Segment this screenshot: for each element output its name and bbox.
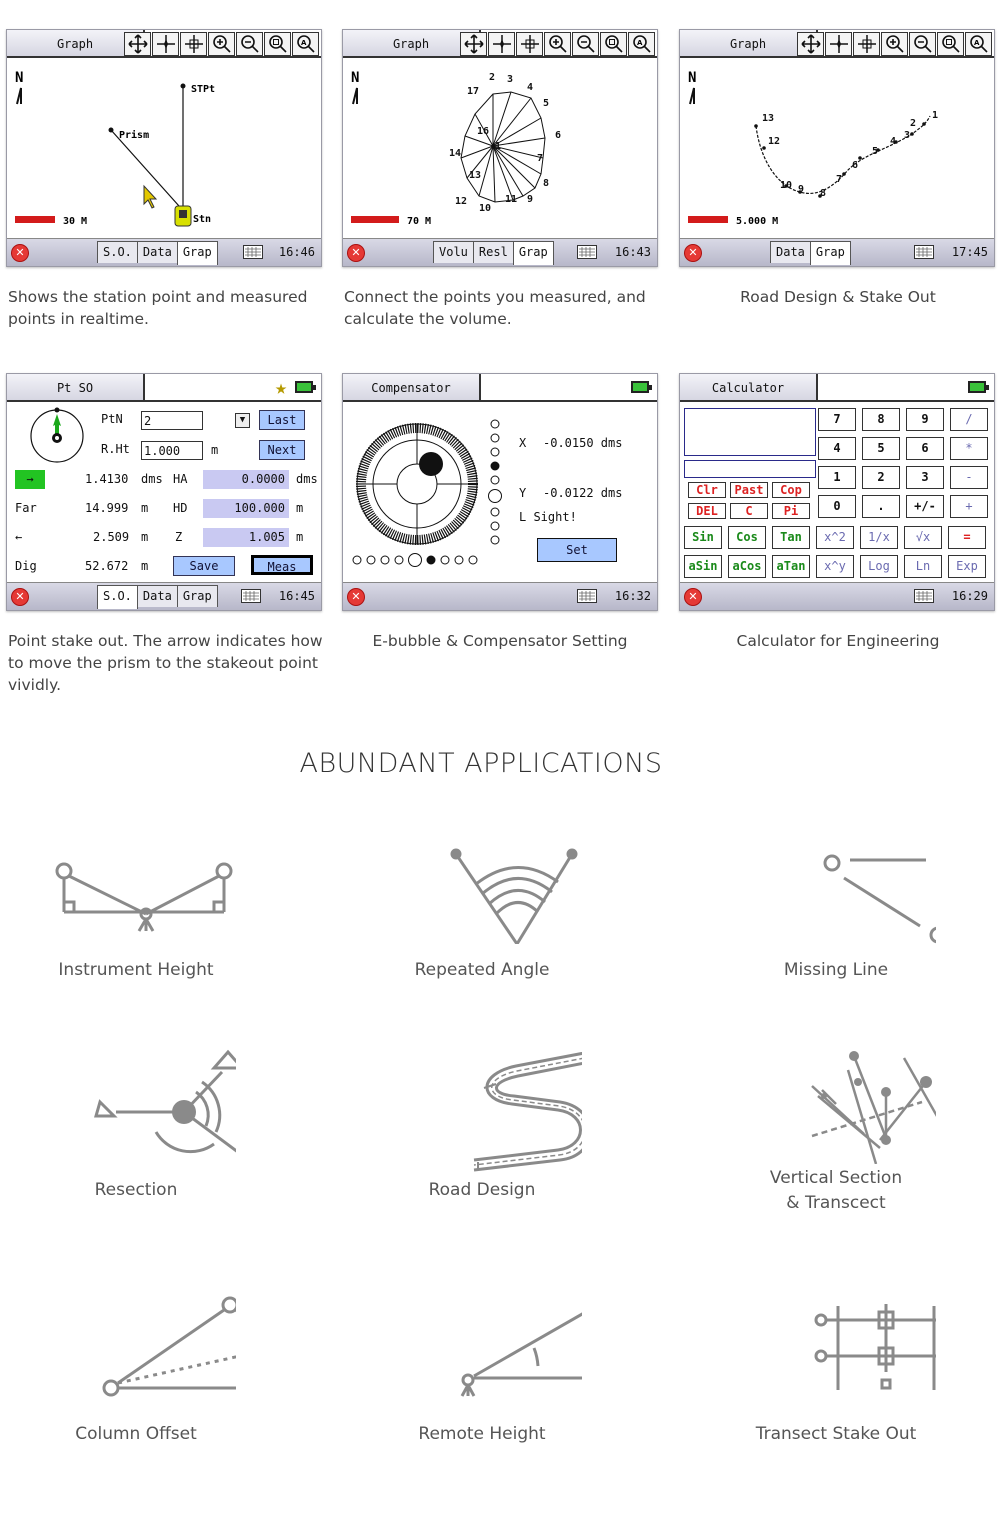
compensator-screen	[342, 373, 658, 611]
key-2[interactable]: 2	[862, 466, 900, 489]
point-label: 6	[555, 130, 562, 141]
set-button[interactable]: Set	[537, 538, 617, 562]
key-c[interactable]: C	[730, 503, 768, 519]
zoom-window-icon[interactable]	[600, 32, 627, 56]
remote-height-icon	[382, 1290, 582, 1400]
chevron-down-icon[interactable]: ▼	[235, 413, 250, 428]
calculator-display	[684, 408, 816, 456]
row-left-label: Far	[15, 501, 37, 515]
clock: 17:45	[951, 245, 988, 259]
next-button[interactable]: Next	[259, 440, 305, 460]
z-unit: m	[296, 530, 304, 544]
point-label: 9	[527, 194, 534, 205]
battery-icon	[968, 381, 986, 393]
pan-icon[interactable]	[797, 32, 824, 56]
north-arrow-icon	[690, 88, 694, 104]
clock: 16:46	[278, 245, 315, 259]
keyboard-icon[interactable]	[243, 245, 263, 259]
repeated-angle-icon	[382, 844, 582, 944]
last-button[interactable]: Last	[259, 410, 305, 430]
key-copy[interactable]: Cop	[772, 482, 810, 498]
clock: 16:43	[614, 245, 651, 259]
ha-value: 0.0000	[203, 470, 289, 489]
star-icon: ★	[274, 375, 287, 399]
point-label: 2	[910, 118, 917, 129]
ha-unit: dms	[296, 472, 318, 486]
close-icon[interactable]: ✕	[11, 588, 29, 606]
row-left-label: ←	[15, 530, 23, 544]
status-bar	[343, 582, 657, 610]
point-label: 14	[449, 148, 462, 159]
vertical-level-indicator	[487, 418, 503, 548]
cursor-icon	[144, 186, 156, 208]
tab-volume[interactable]: Volu	[433, 241, 474, 263]
column-offset-icon	[36, 1290, 236, 1400]
tab-data[interactable]: Data	[770, 241, 811, 263]
app-label: Road Design	[428, 1180, 536, 1200]
point-label: 13	[762, 113, 775, 124]
app-label: Repeated Angle	[414, 960, 550, 980]
close-icon[interactable]: ✕	[684, 588, 702, 606]
row-mid-label: HD	[173, 501, 188, 515]
scale-bar	[15, 216, 55, 223]
pan-icon[interactable]	[460, 32, 487, 56]
point-label: 6	[852, 160, 859, 171]
key-asin[interactable]: aSin	[684, 555, 722, 578]
app-label: Missing Line	[783, 960, 889, 980]
row-left-unit: dms	[141, 472, 163, 486]
app-vertical-section[interactable]	[686, 1044, 986, 1216]
zoom-in-icon[interactable]	[544, 32, 571, 56]
clock: 16:29	[951, 589, 988, 603]
point-label: 10	[479, 203, 492, 214]
point-label: 4	[890, 136, 897, 147]
instrument-height-icon	[36, 844, 236, 944]
key-tan[interactable]: Tan	[772, 526, 810, 549]
hd-value: 100.000	[203, 499, 289, 518]
row-left-value: 14.999	[85, 501, 129, 515]
battery-icon	[631, 381, 649, 393]
direction-indicator: →	[15, 470, 45, 489]
point-label: 16	[477, 126, 490, 137]
close-icon[interactable]: ✕	[347, 244, 365, 262]
key-sqrt[interactable]: √x	[904, 526, 942, 549]
zoom-in-icon[interactable]	[881, 32, 908, 56]
key-ln[interactable]: Ln	[904, 555, 942, 578]
x-label: X	[519, 436, 527, 450]
pan-icon[interactable]	[124, 32, 151, 56]
tab-so[interactable]: S.O.	[97, 585, 138, 609]
row-left-value: 1.4130	[85, 472, 129, 486]
key-5[interactable]: 5	[862, 437, 900, 460]
svg-text:A: A	[300, 39, 306, 47]
zoom-in-icon[interactable]	[208, 32, 235, 56]
point-label: 3	[904, 130, 911, 141]
e-bubble-icon	[355, 422, 479, 546]
screen-title: Compensator	[343, 374, 481, 402]
app-road-design[interactable]	[332, 1044, 632, 1203]
scale-label: 70 M	[407, 216, 432, 227]
rht-unit: m	[211, 443, 219, 457]
tab-graph[interactable]: Grap	[177, 585, 218, 607]
row-left-unit: m	[141, 559, 149, 573]
tab-so[interactable]: S.O.	[97, 241, 138, 263]
svg-text:A: A	[636, 39, 642, 47]
north-label: N	[15, 70, 24, 86]
close-icon[interactable]: ✕	[347, 588, 365, 606]
key-multiply[interactable]: *	[950, 437, 988, 460]
compass-icon	[27, 404, 87, 464]
caption-graph-road: Road Design & Stake Out	[740, 288, 936, 306]
zoom-window-icon[interactable]	[264, 32, 291, 56]
scale-label: 30 M	[63, 216, 88, 227]
row-left-label: Dig	[15, 559, 37, 573]
app-label: Resection	[94, 1180, 178, 1200]
point-label: 17	[467, 86, 480, 97]
point-label: 1	[932, 110, 939, 121]
horizontal-level-indicator	[351, 552, 483, 568]
close-icon[interactable]: ✕	[11, 244, 29, 262]
point-label: 1	[495, 141, 502, 152]
tab-graph[interactable]: Grap	[810, 241, 851, 265]
volume-polygon	[461, 92, 545, 202]
center-icon[interactable]	[825, 32, 852, 56]
zoom-out-icon[interactable]	[572, 32, 599, 56]
app-instrument-height[interactable]	[0, 844, 286, 983]
graph-toolbar	[797, 32, 992, 56]
transect-stake-out-icon	[736, 1290, 936, 1400]
key-9[interactable]: 9	[906, 408, 944, 431]
north-label: N	[351, 70, 360, 86]
north-label: N	[688, 70, 697, 86]
app-label: Transect Stake Out	[755, 1424, 917, 1444]
status-bar	[680, 582, 994, 610]
tab-data[interactable]: Data	[137, 241, 178, 263]
key-plus-minus[interactable]: +/-	[906, 495, 944, 518]
key-plus[interactable]: +	[950, 495, 988, 518]
point-label: 7	[537, 153, 544, 164]
clock: 16:45	[278, 589, 315, 603]
zoom-all-icon[interactable]	[292, 32, 319, 56]
sight-status: L Sight!	[519, 510, 577, 524]
keyboard-icon[interactable]	[577, 245, 597, 259]
key-acos[interactable]: aCos	[728, 555, 766, 578]
scale-bar	[351, 216, 399, 223]
key-cos[interactable]: Cos	[728, 526, 766, 549]
key-decimal[interactable]: .	[862, 495, 900, 518]
key-3[interactable]: 3	[906, 466, 944, 489]
north-arrow-icon	[353, 88, 357, 104]
row-left-value: 52.672	[85, 559, 129, 573]
scale-label: 5.000 M	[736, 216, 779, 227]
key-7[interactable]: 7	[818, 408, 856, 431]
key-6[interactable]: 6	[906, 437, 944, 460]
tab-graph[interactable]: Grap	[513, 241, 554, 265]
key-reciprocal[interactable]: 1/x	[860, 526, 898, 549]
key-pi[interactable]: Pi	[772, 503, 810, 519]
caption-compensator: E-bubble & Compensator Setting	[372, 632, 628, 650]
screen-title: Calculator	[680, 374, 818, 402]
point-label: 12	[768, 136, 781, 147]
key-atan[interactable]: aTan	[772, 555, 810, 578]
hd-unit: m	[296, 501, 304, 515]
station-graph-canvas[interactable]	[7, 58, 321, 240]
row-mid-label: HA	[173, 472, 188, 486]
graph-toolbar	[124, 32, 319, 56]
key-1[interactable]: 1	[818, 466, 856, 489]
keyboard-icon[interactable]	[914, 245, 934, 259]
crosshair-icon[interactable]	[180, 32, 207, 56]
app-label: Column Offset	[75, 1424, 197, 1444]
key-log[interactable]: Log	[860, 555, 898, 578]
status-bar	[7, 238, 321, 266]
key-8[interactable]: 8	[862, 408, 900, 431]
keyboard-icon[interactable]	[914, 589, 934, 603]
point-label: 11	[505, 194, 518, 205]
key-exp[interactable]: Exp	[948, 555, 986, 578]
close-icon[interactable]: ✕	[684, 244, 702, 262]
key-clear[interactable]: Clr	[688, 482, 726, 498]
screen-title: Graph	[343, 30, 481, 58]
caption-graph-station: Shows the station point and measured points in realtime.	[8, 288, 308, 328]
point-label: 5	[543, 98, 550, 109]
tab-result[interactable]: Resl	[473, 241, 514, 263]
scale-bar	[688, 216, 728, 223]
prism-label: Prism	[119, 130, 150, 141]
keyboard-icon[interactable]	[577, 589, 597, 603]
road-graph-canvas[interactable]	[680, 58, 994, 240]
row-left-value: 2.509	[93, 530, 130, 544]
point-label: 8	[543, 178, 550, 189]
app-resection[interactable]	[0, 1044, 286, 1203]
caption-graph-volume: Connect the points you measured, and calculate the volume.	[344, 288, 646, 328]
zoom-out-icon[interactable]	[909, 32, 936, 56]
ptn-input[interactable]: 2	[141, 411, 203, 430]
y-value: -0.0122 dms	[543, 486, 623, 500]
status-bar	[680, 238, 994, 266]
screen-title: Pt SO	[7, 374, 145, 402]
key-sin[interactable]: Sin	[684, 526, 722, 549]
app-remote-height[interactable]	[332, 1290, 632, 1447]
app-repeated-angle[interactable]	[332, 844, 632, 983]
section-title: ABUNDANT APPLICATIONS	[299, 748, 663, 779]
screen-title: Graph	[7, 30, 145, 58]
zoom-all-icon[interactable]	[965, 32, 992, 56]
app-column-offset[interactable]	[0, 1290, 286, 1447]
meas-button[interactable]: Meas	[251, 555, 313, 575]
caption-point-stakeout: Point stake out. The arrow indicates how to move the prism to the stakeout point vividly.	[8, 632, 323, 694]
battery-icon	[295, 381, 313, 393]
point-label: 5	[872, 146, 879, 157]
point-label: 10	[780, 180, 793, 191]
point-label: 9	[798, 184, 805, 195]
vertical-section-icon	[736, 1044, 936, 1164]
point-label: 8	[820, 188, 827, 199]
clock: 16:32	[614, 589, 651, 603]
key-minus[interactable]: -	[950, 466, 988, 489]
key-0[interactable]: 0	[818, 495, 856, 518]
key-square[interactable]: x^2	[816, 526, 854, 549]
point-label: 13	[469, 170, 482, 181]
svg-text:A: A	[973, 39, 979, 47]
key-paste[interactable]: Past	[730, 482, 768, 498]
missing-line-icon	[736, 844, 936, 944]
caption-calculator: Calculator for Engineering	[736, 632, 940, 650]
rht-input[interactable]: 1.000	[141, 441, 203, 460]
point-label: 3	[507, 74, 514, 85]
crosshair-icon[interactable]	[853, 32, 880, 56]
zoom-all-icon[interactable]	[628, 32, 655, 56]
calculator-input-line[interactable]	[684, 460, 816, 478]
key-4[interactable]: 4	[818, 437, 856, 460]
ptn-label: PtN	[101, 412, 123, 426]
app-label: Remote Height	[418, 1424, 546, 1444]
graph-volume-screen	[342, 29, 658, 267]
key-delete[interactable]: DEL	[688, 503, 726, 519]
app-label: Vertical Section	[769, 1168, 903, 1188]
point-label: 12	[455, 196, 468, 207]
zoom-window-icon[interactable]	[937, 32, 964, 56]
row-left-unit: m	[141, 530, 149, 544]
center-icon[interactable]	[152, 32, 179, 56]
rht-label: R.Ht	[101, 442, 130, 456]
tab-graph[interactable]: Grap	[177, 241, 218, 265]
key-equals[interactable]: =	[948, 526, 986, 549]
stn-label: Stn	[193, 214, 212, 225]
app-label-line2: & Transcect	[786, 1193, 886, 1213]
resection-icon	[36, 1044, 236, 1174]
tab-data[interactable]: Data	[137, 585, 178, 607]
row-left-unit: m	[141, 501, 149, 515]
point-label: 7	[836, 174, 843, 185]
north-arrow-icon	[17, 88, 21, 104]
app-missing-line[interactable]	[686, 844, 986, 983]
stpt-label: STPt	[191, 84, 216, 95]
row-mid-label: Z	[175, 530, 183, 544]
key-power[interactable]: x^y	[816, 555, 854, 578]
save-button[interactable]: Save	[173, 556, 235, 576]
x-value: -0.0150 dms	[543, 436, 623, 450]
app-transect-stake-out[interactable]	[686, 1290, 986, 1447]
point-label: 4	[527, 82, 534, 93]
graph-station-screen	[6, 29, 322, 267]
calculator-screen	[679, 373, 995, 611]
volume-graph-canvas[interactable]	[343, 58, 657, 240]
y-label: Y	[519, 486, 527, 500]
keyboard-icon[interactable]	[241, 589, 261, 603]
point-label: 2	[489, 72, 496, 83]
point-stakeout-screen	[6, 373, 322, 611]
status-bar	[343, 238, 657, 266]
key-divide[interactable]: /	[950, 408, 988, 431]
graph-toolbar	[460, 32, 655, 56]
screen-title: Graph	[680, 30, 818, 58]
road-design-icon	[382, 1044, 582, 1174]
status-bar	[7, 582, 321, 610]
crosshair-icon[interactable]	[516, 32, 543, 56]
app-label: Instrument Height	[58, 960, 214, 980]
graph-road-screen	[679, 29, 995, 267]
z-value: 1.005	[203, 528, 289, 547]
zoom-out-icon[interactable]	[236, 32, 263, 56]
center-icon[interactable]	[488, 32, 515, 56]
